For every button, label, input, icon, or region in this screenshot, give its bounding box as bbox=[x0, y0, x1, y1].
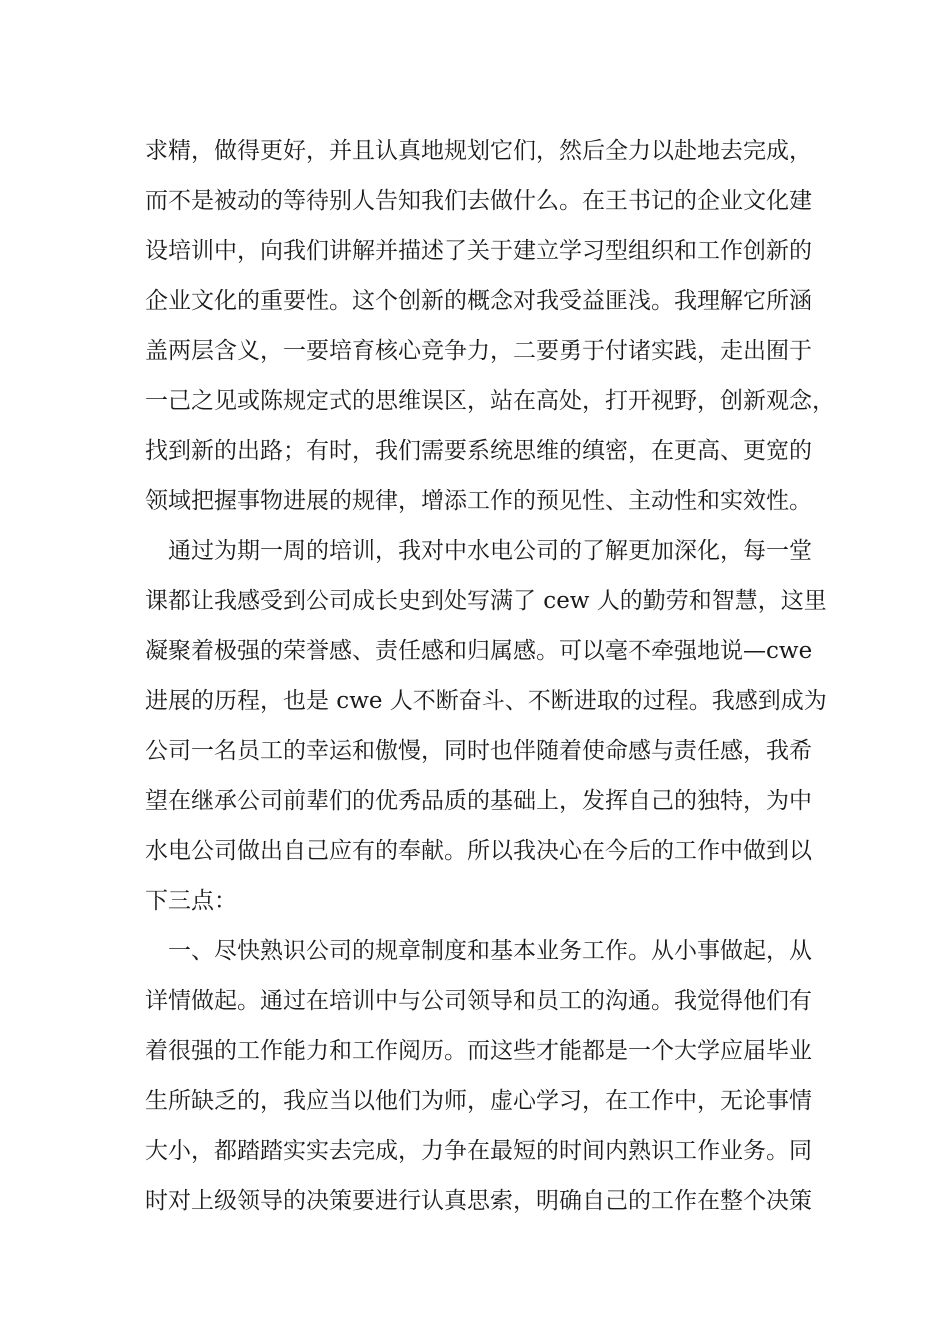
paragraph-first-line: 通过为期一周的培训，我对中水电公司的了解更加深化，每一堂 bbox=[145, 538, 812, 564]
text-line: 求精，做得更好，并且认真地规划它们，然后全力以赴地去完成， bbox=[145, 138, 812, 164]
text-line: 找到新的出路；有时，我们需要系统思维的缜密，在更高、更宽的 bbox=[145, 438, 812, 464]
text-line: 而不是被动的等待别人告知我们去做什么。在王书记的企业文化建 bbox=[145, 188, 812, 214]
text-line: 进展的历程，也是 cwe 人不断奋斗、不断进取的过程。我感到成为 bbox=[145, 688, 827, 714]
text-line: 设培训中，向我们讲解并描述了关于建立学习型组织和工作创新的 bbox=[145, 238, 812, 264]
text-line: 时对上级领导的决策要进行认真思索，明确自己的工作在整个决策 bbox=[145, 1188, 812, 1214]
text-line: 领域把握事物进展的规律，增添工作的预见性、主动性和实效性。 bbox=[145, 488, 812, 514]
text-line: 公司一名员工的幸运和傲慢，同时也伴随着使命感与责任感，我希 bbox=[145, 738, 812, 764]
text-line: 凝聚着极强的荣誉感、责任感和归属感。可以毫不牵强地说—cwe bbox=[145, 638, 813, 664]
text-line: 生所缺乏的，我应当以他们为师，虚心学习，在工作中，无论事情 bbox=[145, 1088, 812, 1114]
text-line: 水电公司做出自己应有的奉献。所以我决心在今后的工作中做到以 bbox=[145, 838, 812, 864]
text-line: 课都让我感受到公司成长史到处写满了 cew 人的勤劳和智慧，这里 bbox=[145, 588, 827, 614]
text-line: 详情做起。通过在培训中与公司领导和员工的沟通。我觉得他们有 bbox=[145, 988, 812, 1014]
text-line: 一己之见或陈规定式的思维误区，站在高处，打开视野，创新观念， bbox=[145, 388, 835, 414]
text-line: 盖两层含义，一要培育核心竞争力，二要勇于付诸实践，走出囿于 bbox=[145, 338, 812, 364]
text-line: 望在继承公司前辈们的优秀品质的基础上，发挥自己的独特，为中 bbox=[145, 788, 812, 814]
text-line: 企业文化的重要性。这个创新的概念对我受益匪浅。我理解它所涵 bbox=[145, 288, 812, 314]
document-body bbox=[145, 126, 835, 1226]
text-line: 大小，都踏踏实实去完成，力争在最短的时间内熟识工作业务。同 bbox=[145, 1138, 812, 1164]
text-line: 着很强的工作能力和工作阅历。而这些才能都是一个大学应届毕业 bbox=[145, 1038, 812, 1064]
text-line: 下三点： bbox=[145, 888, 237, 914]
paragraph-first-line: 一、尽快熟识公司的规章制度和基本业务工作。从小事做起，从 bbox=[145, 938, 812, 964]
